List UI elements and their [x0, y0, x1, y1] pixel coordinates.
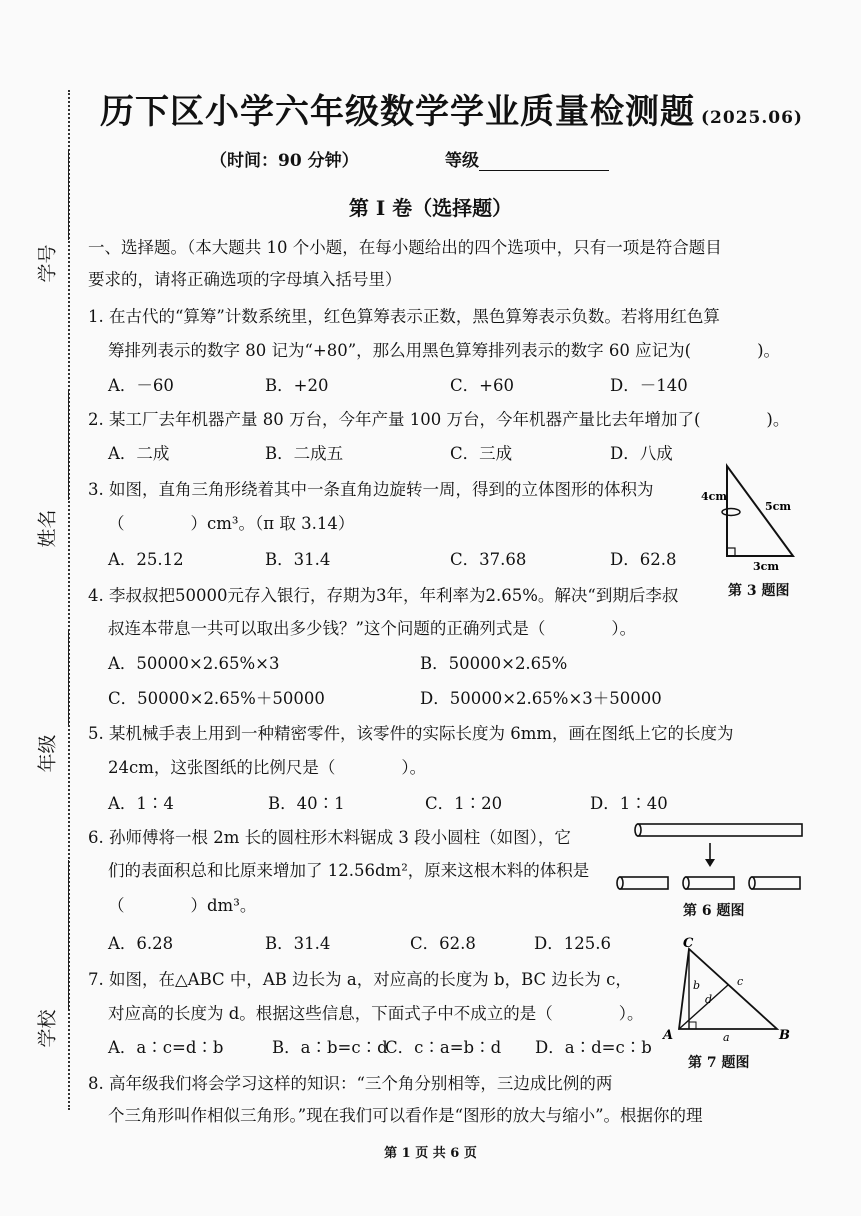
q7-label-b-vertex: B	[779, 1028, 790, 1043]
q1-option-d: D．－140	[610, 376, 688, 395]
q3-option-a: A．25.12	[108, 550, 184, 569]
q1-line2: 筹排列表示的数字 80 记为“+80”，那么用黑色算筹排列表示的数字 60 应记为( )。	[108, 341, 781, 360]
q6-option-a: A．6.28	[108, 934, 174, 953]
volume-title: 第 I 卷（选择题）	[348, 196, 513, 220]
right-angle-mark	[727, 548, 735, 556]
q4-option-b: B．50000×2.65%	[420, 654, 568, 673]
q8-line1: 8. 高年级我们将会学习这样的知识：“三个角分别相等，三边成比例的两	[88, 1074, 613, 1093]
q6-line3: （ ）dm³。	[108, 896, 257, 915]
q6-option-d: D．125.6	[534, 934, 611, 953]
q3-option-c: C．37.68	[450, 550, 527, 569]
q3-triangle-figure	[695, 460, 805, 575]
rotation-arrow-icon	[722, 509, 740, 516]
side-field-grade	[22, 630, 62, 830]
q7-label-d-height: d	[705, 993, 713, 1006]
q7-option-d: D．a∶d=c∶b	[535, 1038, 652, 1057]
q2-option-c: C．三成	[450, 444, 513, 463]
q7-label-c-side: c	[737, 975, 744, 988]
title-text: 历下区小学六年级数学学业质量检测题	[100, 92, 695, 132]
side-underline	[68, 630, 69, 725]
side-field-student-id	[22, 150, 62, 350]
q4-line1: 4. 李叔叔把50000元存入银行，存期为3年，年利率为2.65%。解决“到期后李叔	[88, 586, 679, 605]
side-underline	[68, 860, 69, 1010]
q7-label-a-side: a	[723, 1031, 730, 1044]
q3-label-base: 3cm	[753, 560, 779, 573]
page-title	[100, 84, 803, 133]
right-angle-mark	[689, 1022, 696, 1029]
q5-option-d: D．1∶40	[590, 794, 668, 813]
q6-option-c: C．62.8	[410, 934, 476, 953]
q2-line1: 2. 某工厂去年机器产量 80 万台，今年产量 100 万台，今年机器产量比去年增加了( )。	[88, 410, 790, 429]
grade-blank	[479, 152, 609, 171]
side-field-name	[22, 390, 62, 590]
cylinder-piece-1	[617, 877, 668, 889]
q2-option-b: B．二成五	[265, 444, 344, 463]
q5-option-a: A．1∶4	[108, 794, 174, 813]
q6-caption: 第 6 题图	[683, 903, 745, 919]
q3-option-d: D．62.8	[610, 550, 677, 569]
q7-option-b: B．a∶b=c∶d	[272, 1038, 388, 1057]
section-instruction-2: 要求的，请将正确选项的字母填入括号里）	[88, 270, 402, 289]
q2-option-a: A．二成	[108, 444, 170, 463]
side-field-school	[22, 860, 62, 1060]
side-label: 学校	[36, 1009, 59, 1048]
grade-label: 等级	[445, 151, 479, 171]
q3-caption: 第 3 题图	[728, 583, 790, 599]
side-label: 姓名	[36, 509, 59, 548]
q4-line2: 叔连本带息一共可以取出多少钱？”这个问题的正确列式是（ ）。	[108, 619, 637, 638]
q3-label-hyp: 5cm	[765, 500, 791, 513]
q1-option-b: B．+20	[265, 376, 329, 395]
side-label: 年级	[36, 734, 59, 773]
q7-line1: 7. 如图，在△ABC 中，AB 边长为 a，对应高的长度为 b，BC 边长为 c，	[88, 970, 632, 989]
q7-option-c: C．c∶a=b∶d	[385, 1038, 502, 1057]
cylinder-piece-3	[749, 877, 800, 889]
q4-option-d: D．50000×2.65%×3＋50000	[420, 689, 662, 708]
q7-caption: 第 7 题图	[688, 1055, 750, 1071]
q7-line2: 对应高的长度为 d。根据这些信息，下面式子中不成立的是（ ）。	[108, 1004, 644, 1023]
q1-option-a: A．－60	[108, 376, 174, 395]
q4-option-a: A．50000×2.65%×3	[108, 654, 280, 673]
q3-line2: （ ）cm³。（π 取 3.14）	[108, 514, 355, 533]
side-label: 学号	[36, 244, 59, 283]
q4-option-c: C．50000×2.65%＋50000	[108, 689, 325, 708]
q1-option-c: C．+60	[450, 376, 514, 395]
q7-label-a-vertex: A	[663, 1028, 674, 1043]
q5-option-c: C．1∶20	[425, 794, 503, 813]
q3-line1: 3. 如图，直角三角形绕着其中一条直角边旋转一周，得到的立体图形的体积为	[88, 480, 654, 499]
page-footer: 第 1 页 共 6 页	[384, 1146, 477, 1161]
q5-option-b: B．40∶1	[268, 794, 345, 813]
q2-option-d: D．八成	[610, 444, 673, 463]
q6-cylinder-figure	[610, 815, 810, 895]
q7-option-a: A．a∶c=d∶b	[108, 1038, 224, 1057]
q6-option-b: B．31.4	[265, 934, 331, 953]
side-underline	[68, 390, 69, 500]
q7-triangle-figure	[655, 935, 795, 1045]
q1-line1: 1. 在古代的“算筹”计数系统里，红色算筹表示正数，黑色算筹表示负数。若将用红色算	[88, 307, 720, 326]
grade-field	[445, 146, 609, 171]
q5-line1: 5. 某机械手表上用到一种精密零件，该零件的实际长度为 6mm，画在图纸上它的长度为	[88, 724, 734, 743]
q3-option-b: B．31.4	[265, 550, 331, 569]
height-d	[679, 985, 728, 1029]
cylinder-piece-2	[683, 877, 734, 889]
q6-line1: 6. 孙师傅将一根 2m 长的圆柱形木料锯成 3 段小圆柱（如图），它	[88, 828, 571, 847]
q8-line2: 个三角形叫作相似三角形。”现在我们可以看作是“图形的放大与缩小”。根据你的理	[108, 1106, 703, 1125]
long-cylinder	[635, 824, 802, 836]
section-instruction-1: 一、选择题。（本大题共 10 个小题，在每小题给出的四个选项中，只有一项是符合题目	[88, 238, 722, 257]
q5-line2: 24cm，这张图纸的比例尺是（ ）。	[108, 758, 427, 777]
q3-label-height: 4cm	[701, 490, 727, 503]
q7-label-c-vertex: C	[683, 936, 694, 951]
q7-label-b-height: b	[693, 979, 701, 992]
q6-line2: 们的表面积总和比原来增加了 12.56dm²，原来这根木料的体积是	[108, 861, 590, 880]
exam-date: (2025.06)	[701, 108, 803, 128]
down-arrow-icon	[705, 843, 715, 867]
time-info: （时间：90 分钟）	[210, 151, 359, 171]
